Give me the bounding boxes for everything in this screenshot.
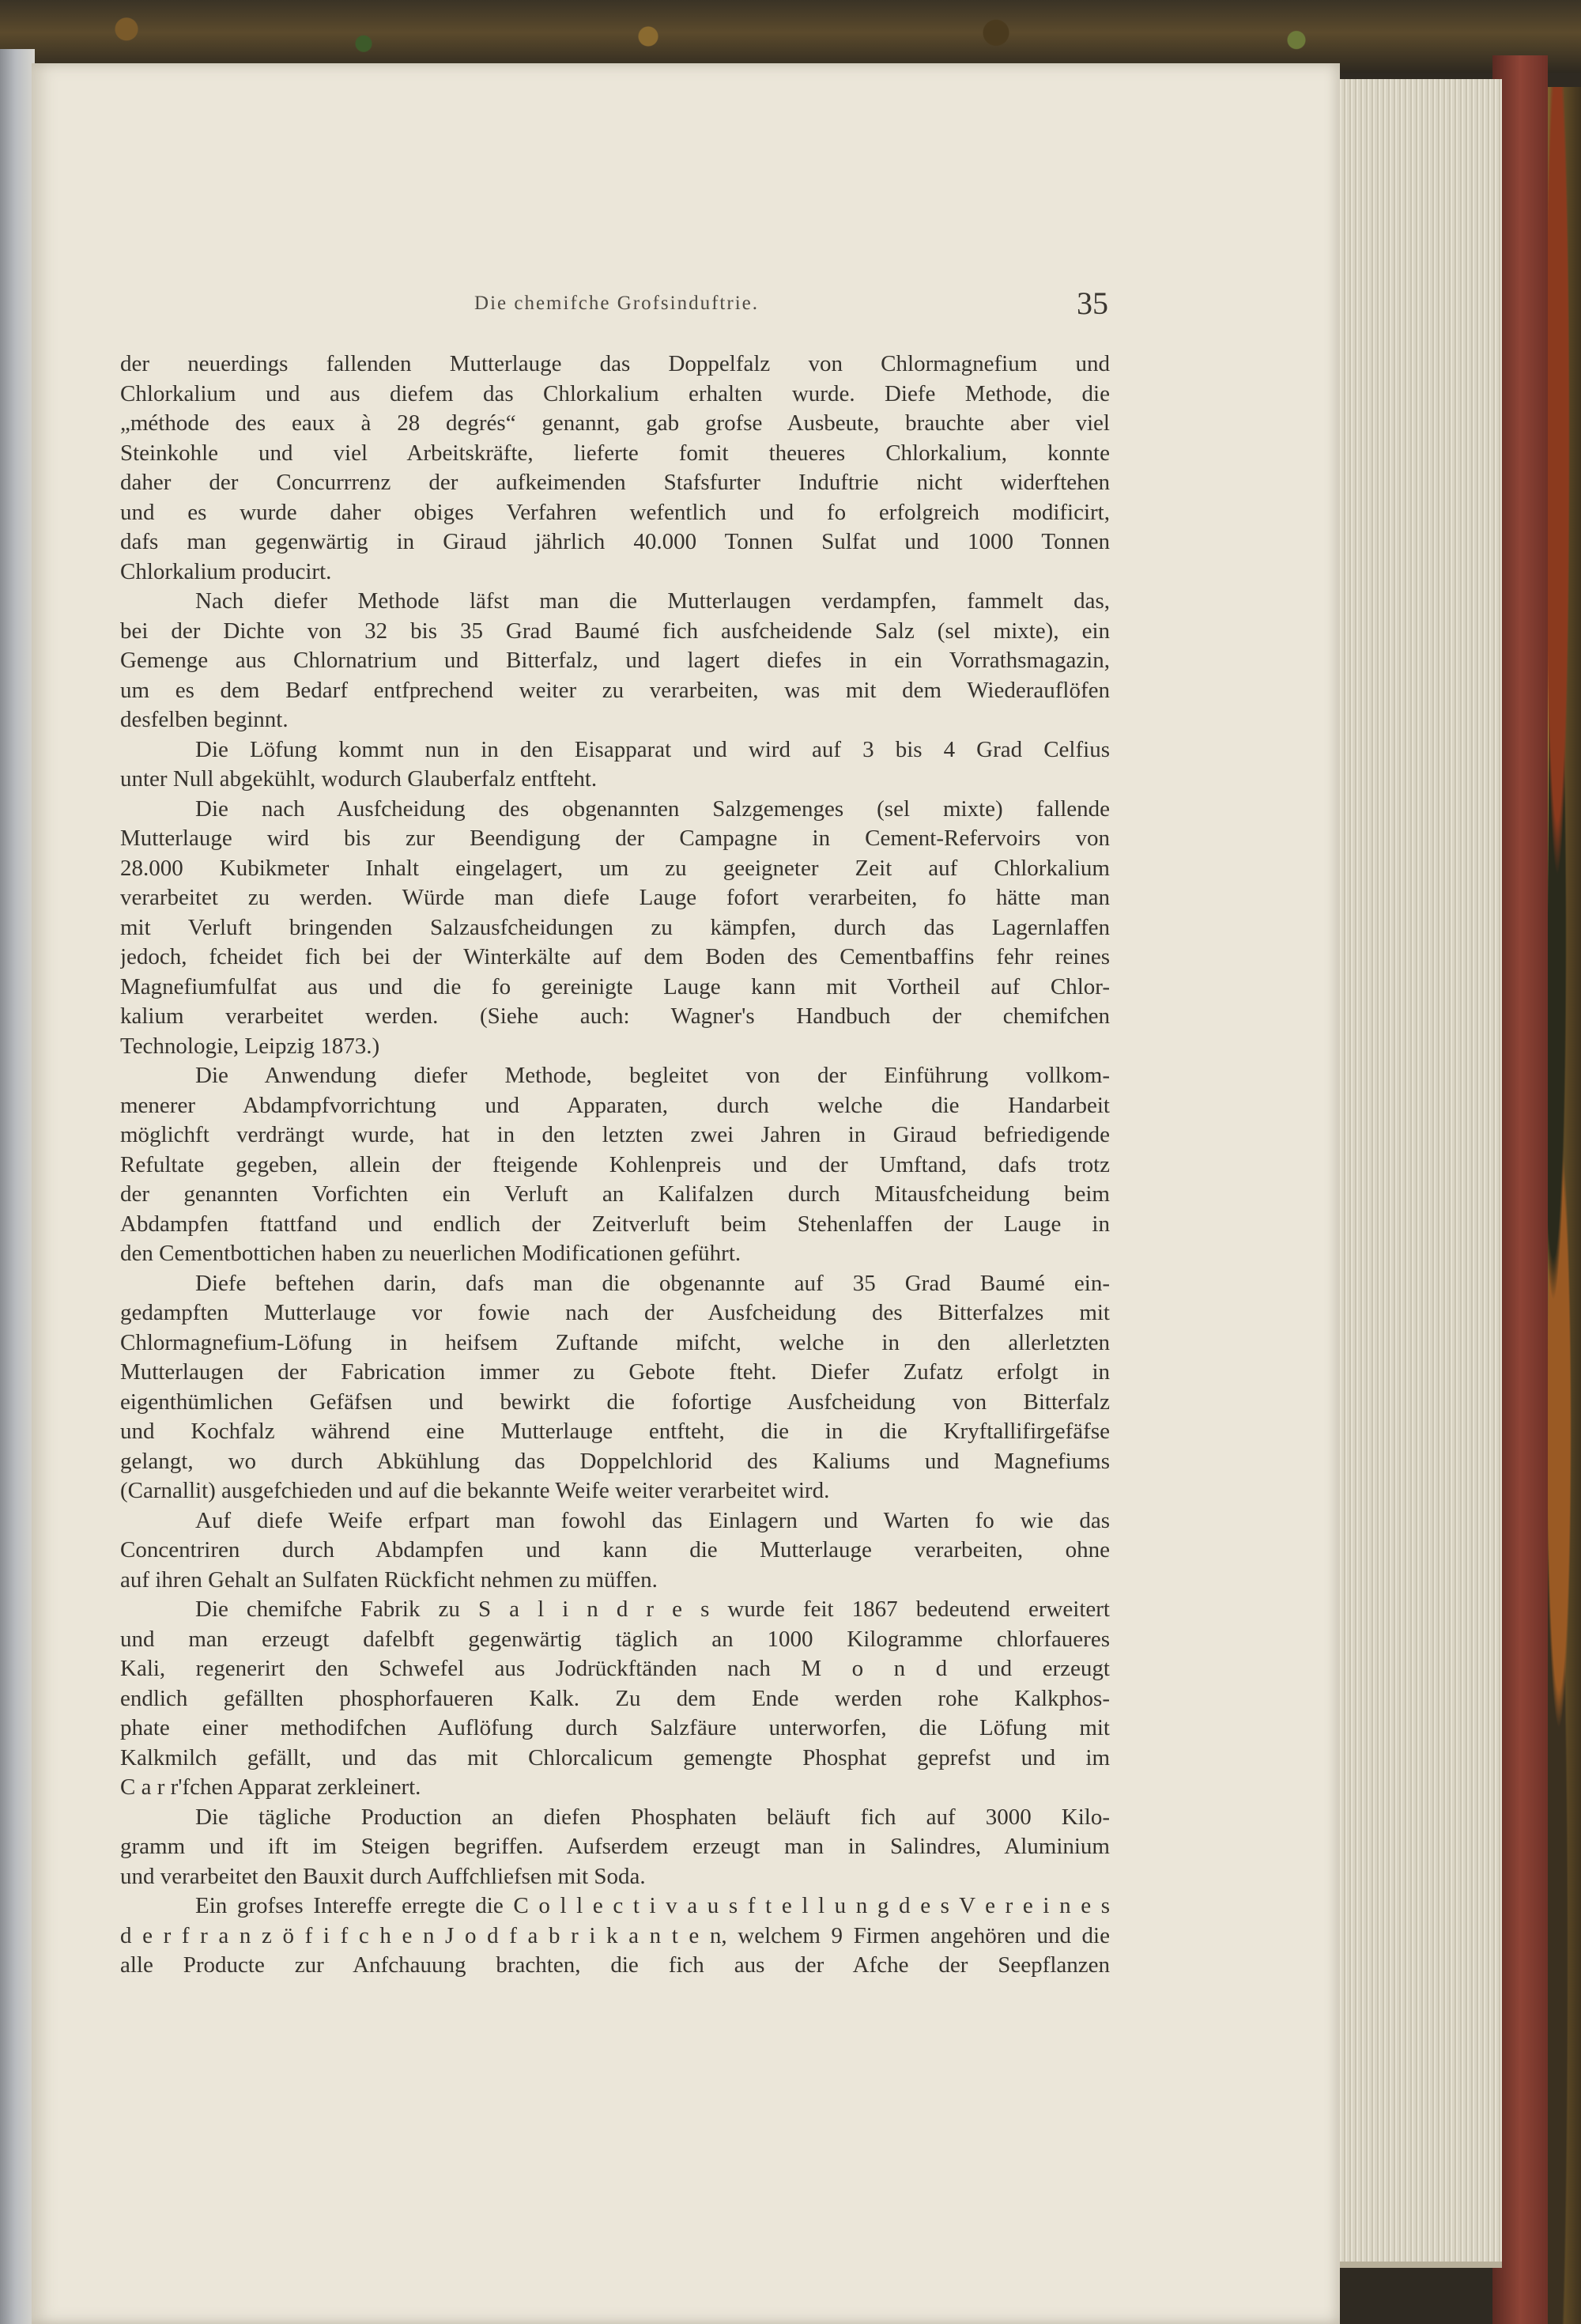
- text-line: Die tägliche Production an diefen Phosphaten beläuft fich auf 3000 Kilo-: [195, 1804, 1110, 1830]
- text-line: Die Anwendung diefer Methode, begleitet von der Einführung vollkom-: [195, 1063, 1110, 1088]
- text-line: (Carnallit) ausgefchieden und auf die bekannte Weife weiter verarbeitet wird.: [120, 1478, 830, 1503]
- text-line: Diefe beftehen darin, dafs man die obgenannte auf 35 Grad Baumé ein-: [195, 1270, 1110, 1296]
- text-line: Abdampfen ftattfand und endlich der Zeitverluft beim Stehenlaffen der Lauge in: [120, 1211, 1110, 1237]
- text-line: Technologie, Leipzig 1873.): [120, 1033, 380, 1059]
- text-line: Chlormagnefium-Löfung in heifsem Zuftande mifcht, welche in den allerletzten: [120, 1329, 1110, 1355]
- text-line: der genannten Vorfichten ein Verluft an Kalifalzen durch Mitausfcheidung beim: [120, 1181, 1110, 1207]
- text-line: unter Null abgekühlt, wodurch Glauberfalz entfteht.: [120, 766, 598, 792]
- text-line: dafs man gegenwärtig in Giraud jährlich 40.000 Tonnen Sulfat und 1000 Tonnen: [120, 529, 1110, 554]
- text-line: d e r f r a n z ö f i f c h e n J o d f a b r i k a n t e n, welchem 9 Firmen angehören und die: [120, 1922, 1110, 1948]
- text-line: kalium verarbeitet werden. (Siehe auch: Wagner's Handbuch der chemifchen: [120, 1003, 1110, 1029]
- text-line: mit Verluft bringenden Salzausfcheidungen zu kämpfen, durch das Lagernlaffen: [120, 914, 1110, 940]
- text-line: Kali, regenerirt den Schwefel aus Jodrückftänden nach M o n d und erzeugt: [120, 1656, 1110, 1681]
- text-line: Gemenge aus Chlornatrium und Bitterfalz, und lagert diefes in ein Vorrathsmagazin,: [120, 648, 1110, 673]
- text-line: endlich gefällten phosphorfaueren Kalk. Zu dem Ende werden rohe Kalkphos-: [120, 1685, 1110, 1711]
- text-line: verarbeitet zu werden. Würde man diefe Lauge fofort verarbeiten, fo hätte man: [120, 885, 1110, 910]
- text-line: 28.000 Kubikmeter Inhalt eingelagert, um zu geeigneter Zeit auf Chlorkalium: [120, 855, 1110, 881]
- body-text: [120, 350, 1110, 1981]
- left-binding: [0, 49, 35, 2324]
- text-line: den Cementbottichen haben zu neuerlichen Modificationen geführt.: [120, 1241, 741, 1266]
- text-line: desfelben beginnt.: [120, 707, 289, 732]
- text-line: der neuerdings fallenden Mutterlauge das Doppelfalz von Chlormagnefium und: [120, 351, 1110, 376]
- text-line: daher der Concurrrenz der aufkeimenden Stafsfurter Induftrie nicht widerftehen: [120, 470, 1110, 495]
- text-line: C a r r'fchen Apparat zerkleinert.: [120, 1774, 421, 1800]
- text-line: und man erzeugt dafelbft gegenwärtig täglich an 1000 Kilogramme chlorfaueres: [120, 1626, 1110, 1652]
- text-line: und verarbeitet den Bauxit durch Auffchliefsen mit Soda.: [120, 1863, 646, 1889]
- running-title: Die chemifche Grofsinduftrie.: [474, 293, 759, 314]
- text-line: Magnefiumfulfat aus und die fo gereinigte Lauge kann mit Vortheil auf Chlor-: [120, 973, 1110, 1000]
- text-line: bei der Dichte von 32 bis 35 Grad Baumé fich ausfcheidende Salz (sel mixte), ein: [120, 618, 1110, 644]
- text-line: Refultate gegeben, allein der fteigende Kohlenpreis und der Umftand, dafs trotz: [120, 1151, 1110, 1177]
- text-line: Die nach Ausfcheidung des obgenannten Salzgemenges (sel mixte) fallende: [195, 795, 1110, 822]
- text-line: eigenthümlichen Gefäfsen und bewirkt die fofortige Ausfcheidung von Bitterfalz: [120, 1389, 1110, 1415]
- text-line: Mutterlaugen der Fabrication immer zu Gebote fteht. Diefer Zufatz erfolgt in: [120, 1359, 1110, 1385]
- text-line: Steinkohle und viel Arbeitskräfte, lieferte fomit theueres Chlorkalium, konnte: [120, 440, 1110, 466]
- text-line: und Kochfalz während eine Mutterlauge entfteht, die in die Kryftallifirgefäfse: [120, 1419, 1110, 1444]
- text-line: um es dem Bedarf entfprechend weiter zu verarbeiten, was mit dem Wiederauflöfen: [120, 677, 1110, 703]
- text-line: menerer Abdampfvorrichtung und Apparaten, durch welche die Handarbeit: [120, 1092, 1110, 1118]
- text-line: gelangt, wo durch Abkühlung das Doppelchlorid des Kaliums und Magnefiums: [120, 1448, 1110, 1474]
- page-stack-edge: [1336, 79, 1502, 2268]
- text-line: auf ihren Gehalt an Sulfaten Rückficht nehmen zu müffen.: [120, 1566, 658, 1593]
- text-line: möglichft verdrängt wurde, hat in den letzten zwei Jahren in Giraud befriedigende: [120, 1122, 1110, 1147]
- text-line: Die chemifche Fabrik zu S a l i n d r e s wurde feit 1867 bedeutend erweitert: [195, 1597, 1110, 1622]
- text-line: gramm und ift im Steigen begriffen. Aufserdem erzeugt man in Salindres, Aluminium: [120, 1834, 1110, 1859]
- text-line: phate einer methodifchen Auflöfung durch Salzfäure unterworfen, die Löfung mit: [120, 1715, 1110, 1740]
- text-line: und es wurde daher obiges Verfahren wefentlich und fo erfolgreich modificirt,: [120, 499, 1110, 525]
- text-line: Concentriren durch Abdampfen und kann die Mutterlauge verarbeiten, ohne: [120, 1537, 1110, 1563]
- text-line: Ein grofses Intereffe erregte die C o l l e c t i v a u s f t e l l u n g d e s V e r e i n e s: [195, 1893, 1110, 1918]
- text-line: Kalkmilch gefällt, und das mit Chlorcalicum gemengte Phosphat geprefst und im: [120, 1744, 1110, 1770]
- text-line: alle Producte zur Anfchauung brachten, die fich aus der Afche der Seepflanzen: [120, 1952, 1110, 1978]
- text-line: gedampften Mutterlauge vor fowie nach der Ausfcheidung des Bitterfalzes mit: [120, 1300, 1110, 1325]
- text-line: Chlorkalium producirt.: [120, 558, 332, 584]
- page-number: 35: [1077, 285, 1108, 321]
- text-line: Mutterlauge wird bis zur Beendigung der Campagne in Cement-Refervoirs von: [120, 826, 1110, 851]
- text-line: Nach diefer Methode läfst man die Mutterlaugen verdampfen, fammelt das,: [195, 588, 1110, 614]
- text-line: Chlorkalium und aus diefem das Chlorkalium erhalten wurde. Diefe Methode, die: [120, 380, 1110, 406]
- book-top-edge: [0, 0, 1581, 73]
- text-line: Die Löfung kommt nun in den Eisapparat und wird auf 3 bis 4 Grad Celfius: [195, 736, 1110, 762]
- text-line: Auf diefe Weife erfpart man fowohl das Einlagern und Warten fo wie das: [195, 1507, 1110, 1533]
- text-line: jedoch, fcheidet fich bei der Winterkälte auf dem Boden des Cementbaffins fehr reines: [120, 944, 1110, 969]
- text-line: „méthode des eaux à 28 degrés“ genannt, gab grofse Ausbeute, brauchte aber viel: [120, 410, 1110, 436]
